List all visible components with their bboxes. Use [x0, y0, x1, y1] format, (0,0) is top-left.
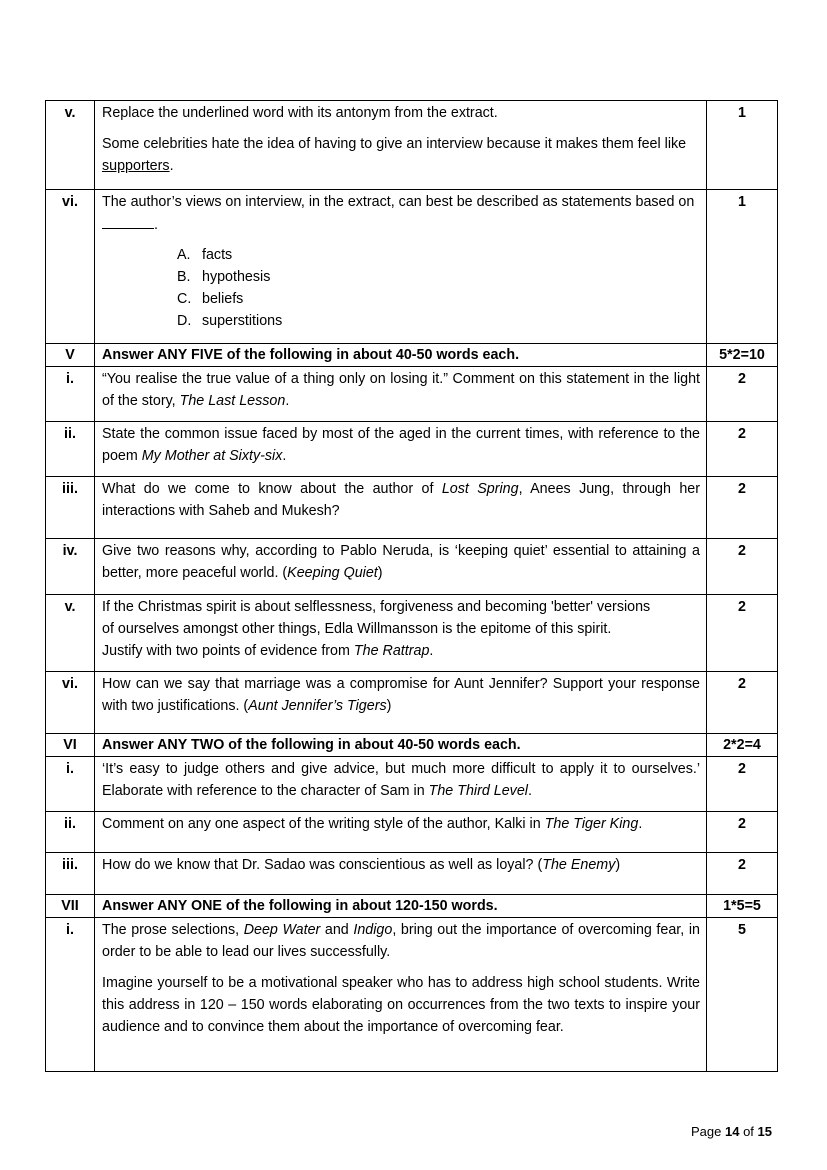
question-marks: 2: [707, 853, 778, 895]
question-marks: 2: [707, 672, 778, 734]
question-number: ii.: [46, 812, 95, 853]
question-row: [46, 477, 778, 539]
question-number: v.: [46, 595, 95, 672]
question-text: Replace the underlined word with its antonym from the extract. Some celebrities hate the idea of having to give an interview because it makes them feel like supporters.: [95, 101, 707, 190]
options-list: [102, 244, 700, 332]
page-number: 14: [724, 1124, 740, 1139]
question-row: [46, 190, 778, 344]
question-row: [46, 918, 778, 1072]
question-number: i.: [46, 367, 95, 422]
section-header: [46, 734, 778, 757]
question-text: The prose selections, Deep Water and Indigo, bring out the importance of overcoming fear, in order to be able to lead our lives successfully. Imagine yourself to be a motivational speaker who has to address high school students. Write this address in 120 – 150 words elaborating on occurrences from the two texts to inspire your audience and to convince them about the importance of overcoming fear.: [95, 918, 707, 1072]
section-number: VI: [46, 734, 95, 757]
question-marks: 2: [707, 539, 778, 595]
question-text: The author’s views on interview, in the extract, can best be described as statements based on. A. facts B. hypothesis C. beliefs D. superstitions: [95, 190, 707, 344]
question-number: i.: [46, 757, 95, 812]
question-marks: 2: [707, 812, 778, 853]
question-number: ii.: [46, 422, 95, 477]
section-instruction: Answer ANY FIVE of the following in about 40-50 words each.: [95, 344, 707, 367]
section-instruction: Answer ANY ONE of the following in about 120-150 words.: [95, 895, 707, 918]
question-marks: 1: [707, 190, 778, 344]
question-row: [46, 422, 778, 477]
option-item: B. hypothesis: [177, 269, 271, 285]
question-marks: 2: [707, 757, 778, 812]
question-text: Comment on any one aspect of the writing style of the author, Kalki in The Tiger King.: [95, 812, 707, 853]
question-marks: 2: [707, 595, 778, 672]
question-text: ‘It’s easy to judge others and give advice, but much more difficult to apply it to ourselves.’ Elaborate with reference to the character of Sam in The Third Level.: [95, 757, 707, 812]
question-marks: 2: [707, 367, 778, 422]
question-row: [46, 853, 778, 895]
question-marks: 1: [707, 101, 778, 190]
question-number: i.: [46, 918, 95, 1072]
question-number: v.: [46, 101, 95, 190]
question-number: vi.: [46, 672, 95, 734]
question-number: vi.: [46, 190, 95, 344]
question-row: [46, 539, 778, 595]
page-total: 15: [757, 1124, 772, 1139]
question-number: iii.: [46, 853, 95, 895]
question-text: If the Christmas spirit is about selflessness, forgiveness and becoming 'better' versions of ourselves amongst other things, Edla Willmansson is the epitome of this spirit. Justify with two points of evidence from The Rattrap.: [95, 595, 707, 672]
question-marks: 5: [707, 918, 778, 1072]
question-row: [46, 367, 778, 422]
section-marks: 5*2=10: [707, 344, 778, 367]
question-text: What do we come to know about the author of Lost Spring, Anees Jung, through her interactions with Saheb and Mukesh?: [95, 477, 707, 539]
question-row: [46, 595, 778, 672]
question-marks: 2: [707, 422, 778, 477]
option-item: C. beliefs: [177, 291, 244, 307]
question-table: [45, 100, 778, 1072]
page-footer: Page 14 of 15: [691, 1124, 772, 1139]
question-text: State the common issue faced by most of the aged in the current times, with reference to the poem My Mother at Sixty-six.: [95, 422, 707, 477]
question-text: How do we know that Dr. Sadao was conscientious as well as loyal? (The Enemy): [95, 853, 707, 895]
question-row: [46, 101, 778, 190]
underlined-word: supporters: [102, 158, 170, 174]
fill-in-blank: [102, 213, 154, 229]
question-row: [46, 757, 778, 812]
section-number: VII: [46, 895, 95, 918]
option-item: A. facts: [177, 247, 233, 263]
section-header: [46, 344, 778, 367]
question-text: How can we say that marriage was a compromise for Aunt Jennifer? Support your response with two justifications. (Aunt Jennifer’s Tigers): [95, 672, 707, 734]
section-number: V: [46, 344, 95, 367]
section-instruction: Answer ANY TWO of the following in about 40-50 words each.: [95, 734, 707, 757]
section-marks: 2*2=4: [707, 734, 778, 757]
section-header: [46, 895, 778, 918]
question-text: “You realise the true value of a thing only on losing it.” Comment on this statement in the light of the story, The Last Lesson.: [95, 367, 707, 422]
question-row: [46, 672, 778, 734]
question-marks: 2: [707, 477, 778, 539]
section-marks: 1*5=5: [707, 895, 778, 918]
question-row: [46, 812, 778, 853]
option-item: D. superstitions: [177, 313, 283, 329]
question-number: iv.: [46, 539, 95, 595]
question-number: iii.: [46, 477, 95, 539]
question-text: Give two reasons why, according to Pablo Neruda, is ‘keeping quiet’ essential to attaining a better, more peaceful world. (Keeping Quiet): [95, 539, 707, 595]
